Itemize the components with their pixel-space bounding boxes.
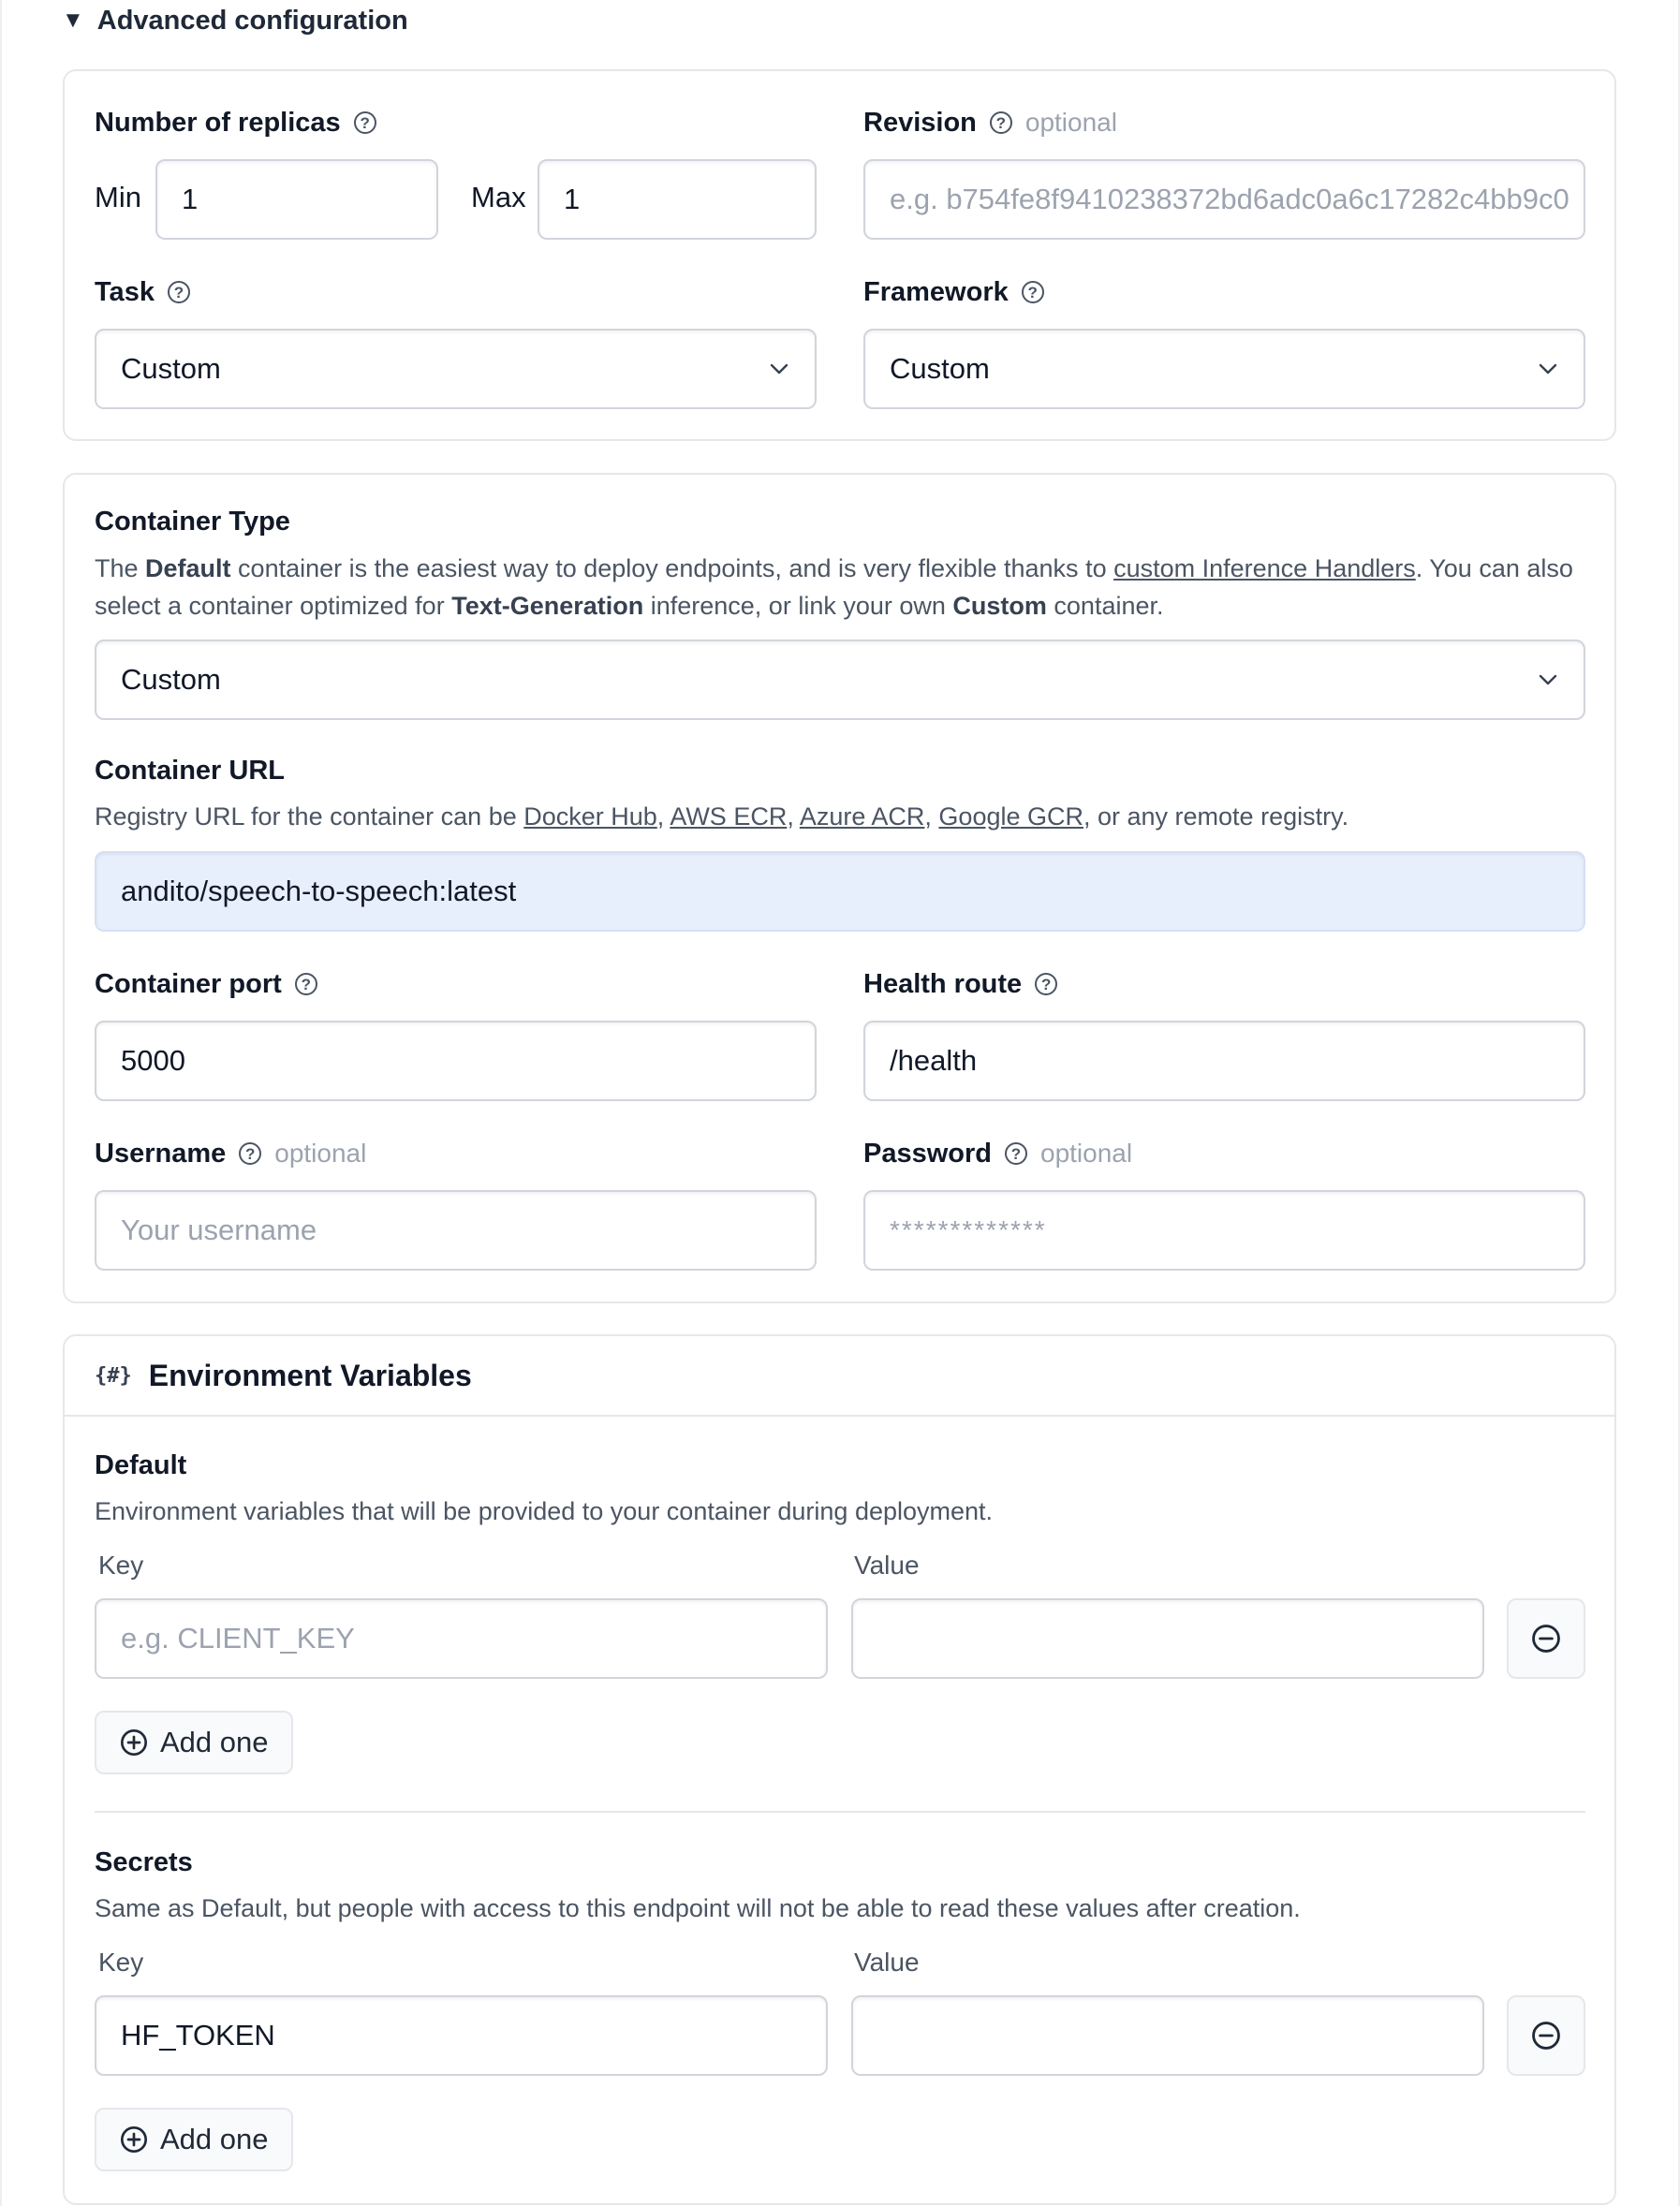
min-label: Min — [95, 181, 141, 213]
task-label-text: Task — [95, 276, 155, 307]
desc-bold: Custom — [952, 592, 1047, 620]
revision-label — [863, 104, 1117, 141]
custom-inference-handlers-link[interactable]: custom Inference Handlers — [1113, 554, 1416, 582]
password-label-text: Password — [863, 1138, 992, 1169]
desc-text: container is the easiest way to deploy endpoints, and is very flexible thanks to — [230, 554, 1114, 582]
optional-tag: optional — [1040, 1139, 1133, 1168]
container-url-label: Container URL — [95, 756, 285, 786]
framework-select[interactable] — [863, 329, 1585, 409]
secrets-env-title: Secrets — [95, 1847, 193, 1877]
framework-label-text: Framework — [863, 276, 1009, 307]
add-secret-variable-button[interactable] — [95, 2108, 293, 2171]
section-title: Advanced configuration — [96, 5, 408, 36]
revision-label-text: Revision — [863, 107, 977, 138]
task-label — [95, 273, 190, 311]
desc-text: , or any remote registry. — [1083, 802, 1349, 831]
secret-value-input[interactable] — [851, 1995, 1484, 2076]
chevron-down-icon — [1537, 358, 1559, 380]
aws-ecr-link[interactable]: AWS ECR — [670, 802, 788, 831]
username-label — [95, 1135, 366, 1172]
help-icon[interactable]: ? — [295, 973, 317, 995]
container-type-select[interactable] — [95, 640, 1585, 720]
default-env-description: Environment variables that will be provided to your container during deployment. — [95, 1497, 994, 1525]
help-icon[interactable]: ? — [168, 281, 190, 303]
container-url-description — [95, 798, 1584, 835]
minus-circle-icon — [1530, 2020, 1562, 2052]
health-route-input[interactable]: /health — [863, 1021, 1585, 1101]
help-icon[interactable]: ? — [1022, 281, 1044, 303]
add-default-variable-button[interactable] — [95, 1711, 293, 1774]
azure-acr-link[interactable]: Azure ACR — [799, 802, 925, 831]
value-column-label: Value — [854, 1551, 920, 1580]
default-value-input[interactable] — [851, 1598, 1484, 1679]
container-url-input[interactable]: andito/speech-to-speech:latest — [95, 851, 1585, 932]
revision-input[interactable]: e.g. b754fe8f9410238372bd6adc0a6c17282c4bb9c0 — [863, 159, 1585, 240]
desc-text: inference, or link your own — [643, 592, 953, 620]
task-select-value: Custom — [121, 352, 221, 385]
optional-tag: optional — [1024, 108, 1117, 137]
key-column-label: Key — [98, 1551, 144, 1580]
add-one-label: Add one — [160, 1726, 269, 1758]
desc-text: container. — [1046, 592, 1164, 620]
default-env-title: Default — [95, 1450, 187, 1480]
desc-text: The — [95, 554, 146, 582]
default-key-input[interactable]: e.g. CLIENT_KEY — [95, 1598, 828, 1679]
container-type-value: Custom — [121, 663, 221, 696]
health-route-label — [863, 965, 1057, 1003]
braces-hash-icon: {#} — [95, 1363, 132, 1388]
section-divider — [95, 1811, 1585, 1813]
remove-secret-variable-button[interactable] — [1507, 1995, 1585, 2076]
container-port-input[interactable]: 5000 — [95, 1021, 817, 1101]
advanced-configuration-toggle[interactable] — [62, 2, 408, 39]
google-gcr-link[interactable]: Google GCR — [938, 802, 1083, 831]
help-icon[interactable]: ? — [990, 111, 1012, 134]
env-title: Environment Variables — [148, 1358, 472, 1392]
page-border-left — [0, 0, 2, 2206]
password-input[interactable]: ************* — [863, 1190, 1585, 1271]
desc-text: , — [924, 802, 939, 831]
minus-circle-icon — [1530, 1623, 1562, 1654]
health-route-label-text: Health route — [863, 968, 1023, 999]
max-replicas-input[interactable]: 1 — [538, 159, 817, 240]
docker-hub-link[interactable]: Docker Hub — [523, 802, 657, 831]
secret-key-input[interactable]: HF_TOKEN — [95, 1995, 828, 2076]
help-icon[interactable]: ? — [1005, 1142, 1027, 1165]
remove-default-variable-button[interactable] — [1507, 1598, 1585, 1679]
container-type-description — [95, 550, 1584, 625]
desc-text: Registry URL for the container can be — [95, 802, 524, 831]
min-replicas-input[interactable]: 1 — [155, 159, 438, 240]
desc-text: , — [787, 802, 800, 831]
desc-text: . You can also select a container optimized for — [95, 554, 1573, 620]
help-icon[interactable]: ? — [1035, 973, 1057, 995]
replicas-label — [95, 104, 376, 141]
plus-circle-icon — [119, 2125, 149, 2155]
task-select[interactable] — [95, 329, 817, 409]
desc-text: , — [656, 802, 671, 831]
chevron-down-icon — [768, 358, 790, 380]
username-input[interactable]: Your username — [95, 1190, 817, 1271]
desc-bold: Default — [145, 554, 231, 582]
env-header — [65, 1336, 1614, 1417]
desc-bold: Text-Generation — [451, 592, 644, 620]
container-port-label — [95, 965, 317, 1003]
container-type-label: Container Type — [95, 507, 290, 537]
container-port-label-text: Container port — [95, 968, 282, 999]
username-label-text: Username — [95, 1138, 227, 1169]
key-column-label: Key — [98, 1948, 144, 1977]
value-column-label: Value — [854, 1948, 920, 1977]
replicas-label-text: Number of replicas — [95, 107, 341, 138]
help-icon[interactable]: ? — [354, 111, 376, 134]
max-label: Max — [471, 181, 526, 213]
chevron-down-icon — [1537, 669, 1559, 691]
framework-select-value: Custom — [890, 352, 990, 385]
add-one-label: Add one — [160, 2123, 269, 2155]
optional-tag: optional — [274, 1139, 367, 1168]
plus-circle-icon — [119, 1728, 149, 1757]
caret-down-icon: ▼ — [62, 7, 84, 33]
framework-label — [863, 273, 1044, 311]
help-icon[interactable]: ? — [239, 1142, 261, 1165]
password-label — [863, 1135, 1132, 1172]
secrets-env-description: Same as Default, but people with access to this endpoint will not be able to read these values after creation. — [95, 1894, 1301, 1922]
